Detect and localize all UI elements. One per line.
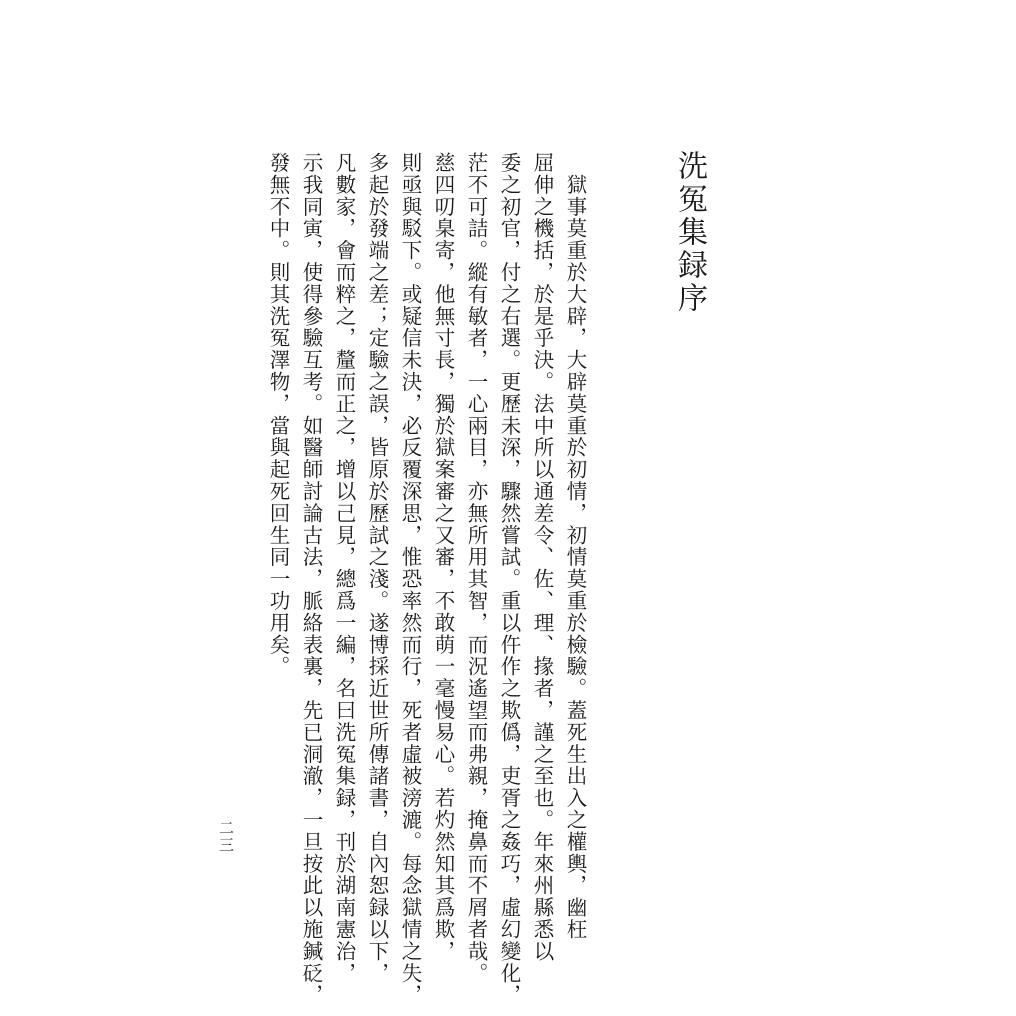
text-column-10: 發無不中。則其洗冤澤物，當與起死回生同一功用矣。	[266, 152, 290, 678]
text-column-4: 茫不可詰。縱有敏者，一心兩目，亦無所用其智，而況遙望而弗親，掩鼻而不屑者哉。	[464, 152, 488, 985]
text-column-5: 慈四叨臬寄，他無寸長，獨於獄案審之又審，不敢萌一毫慢易心。若灼然知其爲欺，	[431, 152, 455, 963]
text-column-3: 委之初官，付之右選。更歷未深，驟然嘗試。重以仵作之欺僞，吏胥之姦巧，虛幻變化，	[497, 152, 521, 1007]
page-title: 洗冤集録序	[672, 150, 707, 315]
page-number: 二三	[217, 820, 235, 854]
text-column-9: 示我同寅，使得參驗互考。如醫師討論古法，脈絡表裏，先已洞澈，一旦按此以施鍼砭，	[299, 152, 323, 1007]
text-column-6: 則亟與駁下。或疑信未決，必反覆深思，惟恐率然而行，死者虛被滂漉。每念獄情之失，	[398, 152, 422, 1007]
text-column-2: 屈伸之機括，於是乎決。法中所以通差令、佐、理、掾者，謹之至也。年來州縣悉以	[530, 152, 554, 963]
text-column-7: 多起於發端之差；定驗之誤，皆原於歷試之淺。遂博採近世所傳諸書，自內恕録以下，	[365, 152, 389, 985]
text-column-8: 凡數家，會而粹之，釐而正之，增以己見，總爲一編，名曰洗冤集録，刊於湖南憲治，	[332, 152, 356, 985]
text-column-1: 獄事莫重於大辟，大辟莫重於初情，初情莫重於檢驗。蓋死生出入之權輿，幽枉	[563, 152, 587, 941]
